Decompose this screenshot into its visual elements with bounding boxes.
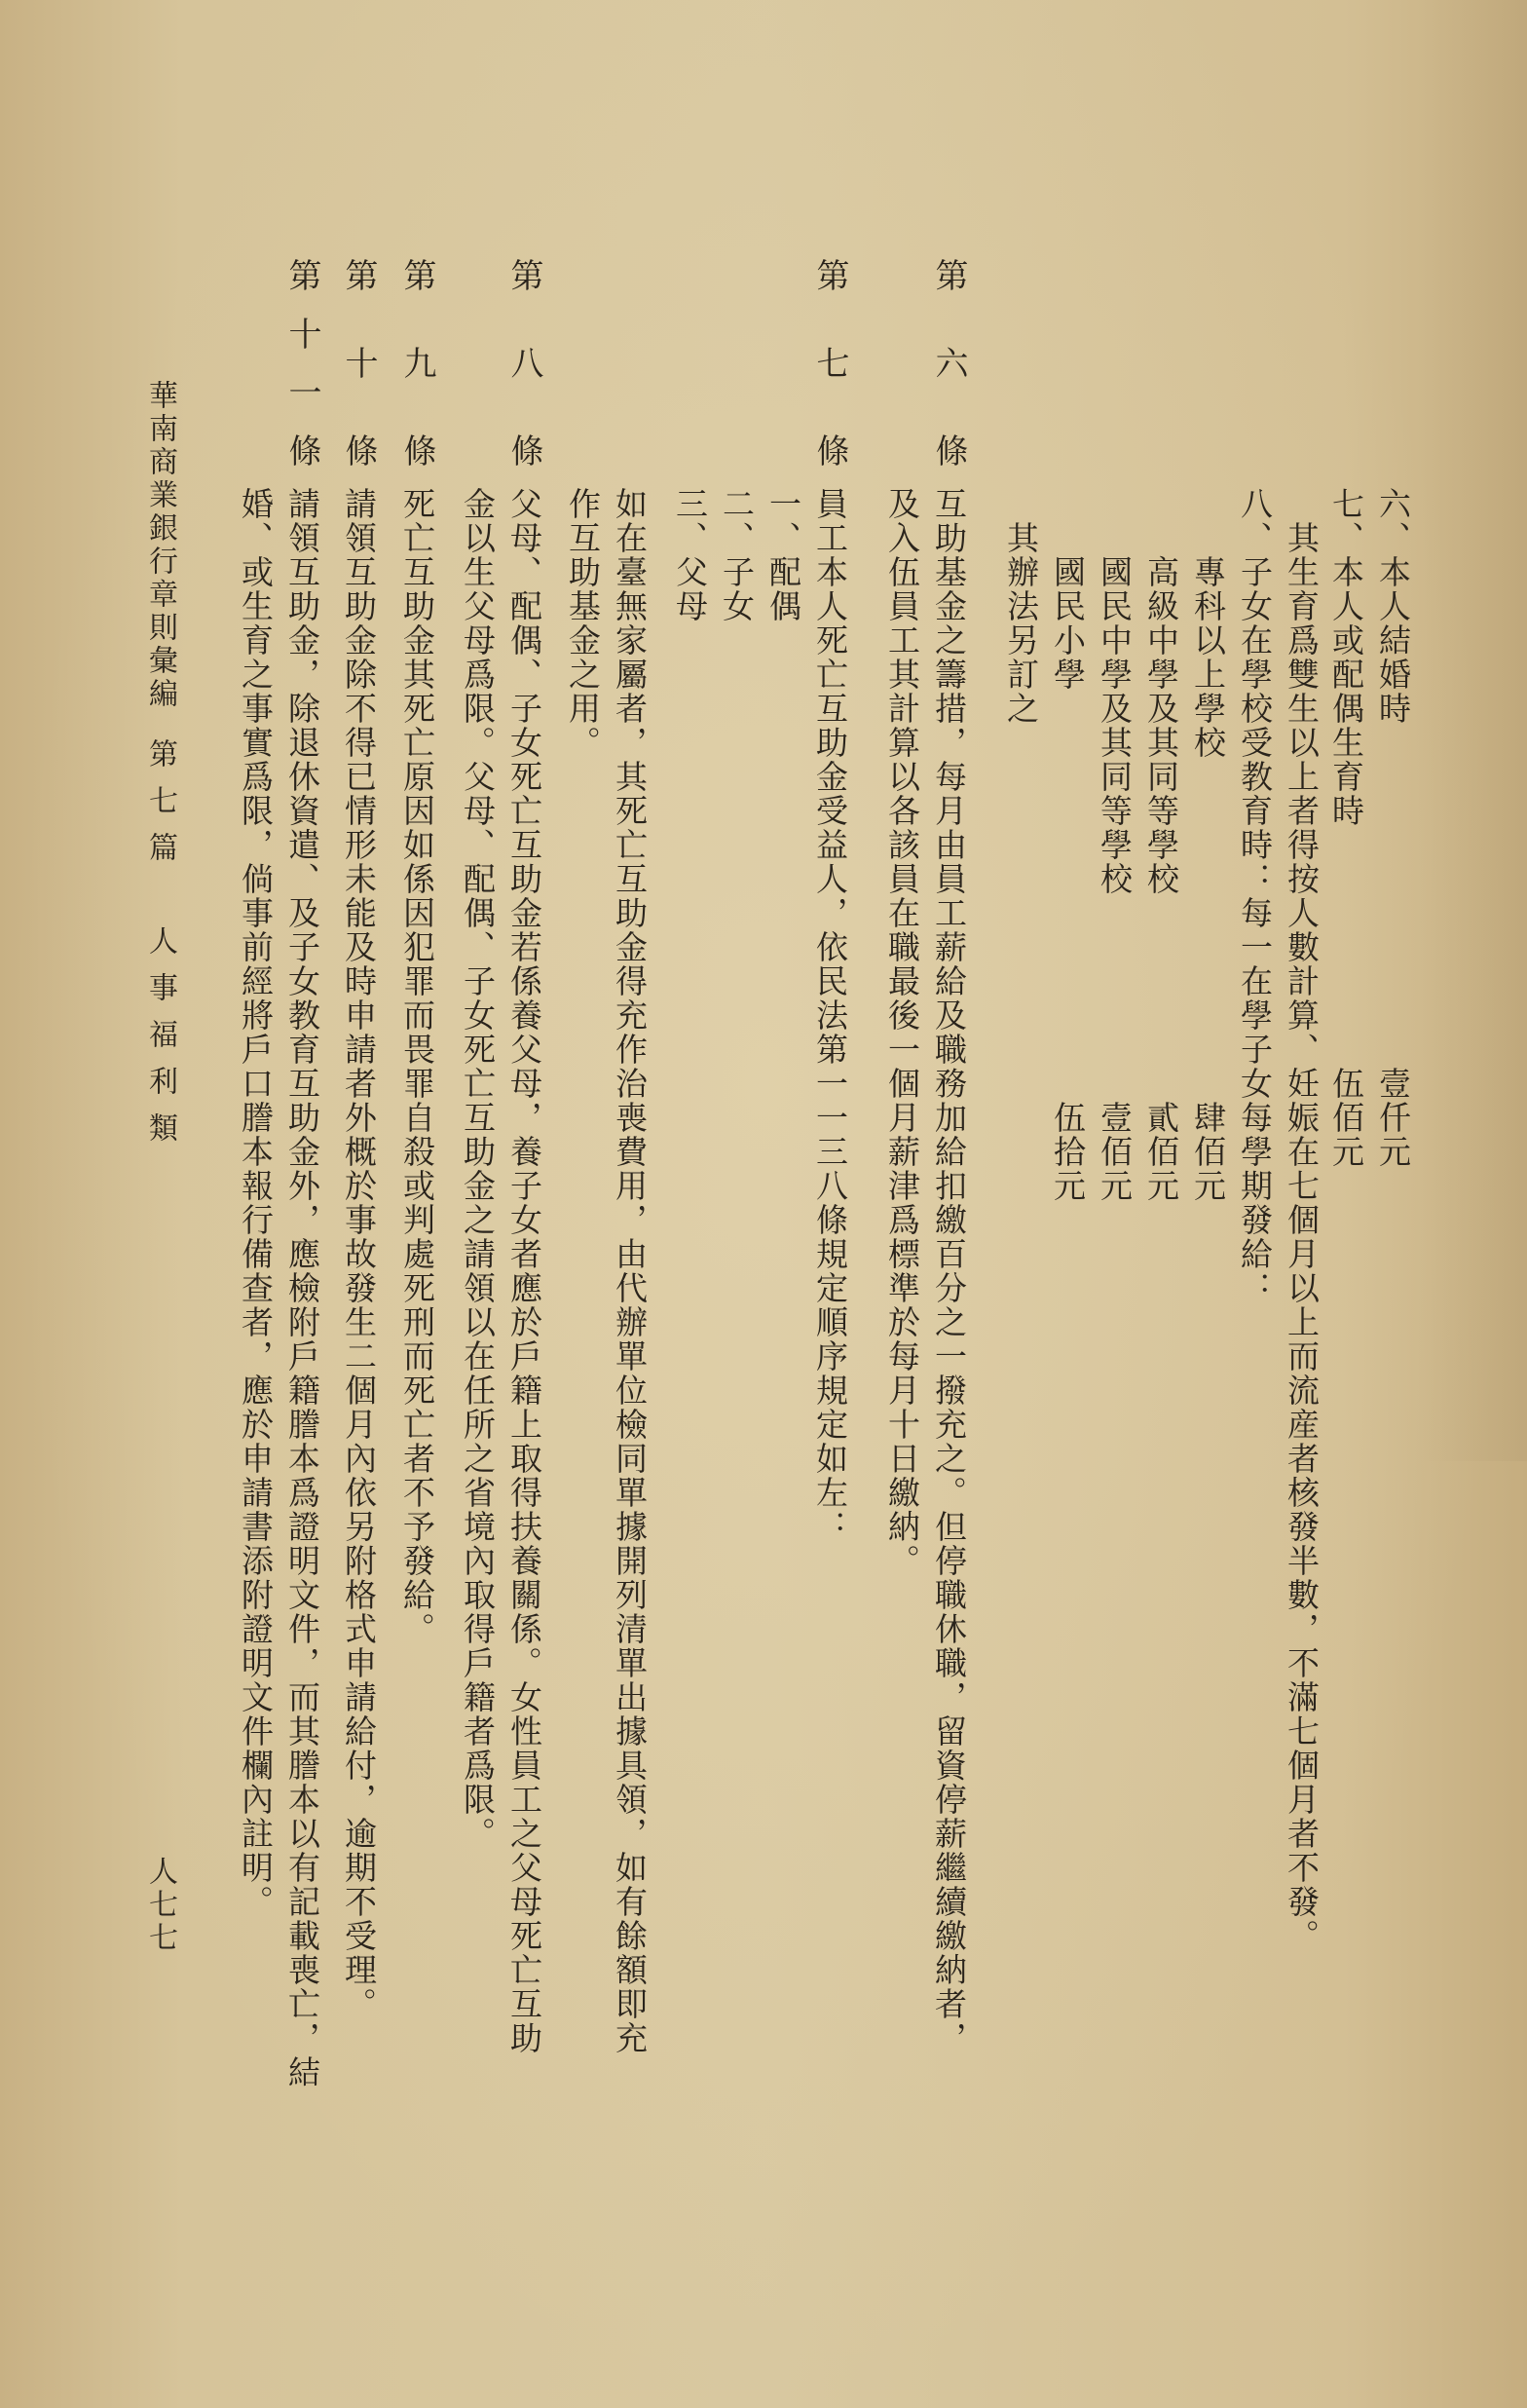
article-6-heading: 第六條 bbox=[929, 258, 968, 521]
article-7-item: 一、配偶 bbox=[764, 487, 802, 623]
article-10-heading: 第十條 bbox=[339, 258, 378, 521]
article-11-heading: 第十一條 bbox=[282, 258, 321, 492]
item-line: 六、本人結婚時 壹仟元 bbox=[1374, 487, 1412, 1169]
article-8-heading: 第八條 bbox=[504, 258, 543, 521]
article-10-line: 請領互助金除不得已情形未能及時申請者外概於事故發生二個月內依另附格式申請給付，逾期不受理。 bbox=[340, 487, 378, 2021]
article-7-item: 三、父母 bbox=[671, 487, 709, 623]
article-6-line: 及入伍員工其計算以各該員在職最後一個月薪津爲標準於每月十日繳納。 bbox=[883, 487, 921, 1578]
item-line: 國民中學及其同等學校 壹佰元 bbox=[1096, 487, 1134, 1203]
item-line: 其生育爲雙生以上者得按人數計算、妊娠在七個月以上而流産者核發半數，不滿七個月者不發。 bbox=[1283, 487, 1321, 1953]
page-number: 人七七 bbox=[143, 1856, 177, 1955]
article-9-line: 死亡互助金其死亡原因如係因犯罪而畏罪自殺或判處死刑而死亡者不予發給。 bbox=[398, 487, 436, 1646]
article-7-item: 二、子女 bbox=[718, 487, 756, 623]
item-line: 七、本人或配偶生育時 伍佰元 bbox=[1327, 487, 1365, 1169]
article-7-heading: 第七條 bbox=[810, 258, 849, 521]
article-11-line: 請領互助金，除退休資遣、及子女教育互助金外，應檢附戶籍謄本爲證明文件，而其謄本以有記載喪亡，結 bbox=[283, 487, 321, 2089]
article-6-line: 互助基金之籌措，每月由員工薪給及職務加給扣繳百分之一撥充之。但停職休職，留資停薪繼續繳納者， bbox=[930, 487, 968, 2055]
article-8-line: 父母、配偶、子女死亡互助金若係養父母，養子女者應於戶籍上取得扶養關係。女性員工之父母死亡互助 bbox=[505, 487, 543, 2055]
item-line: 國民小學 伍拾元 bbox=[1049, 487, 1087, 1203]
item-line: 八、子女在學校受教育時：每一在學子女每學期發給： bbox=[1236, 487, 1274, 1305]
article-9-heading: 第九條 bbox=[397, 258, 436, 521]
article-7-line: 作互助基金之用。 bbox=[564, 487, 602, 760]
section-title: 第七篇 人事福利類 bbox=[143, 738, 177, 1159]
article-7-line: 員工本人死亡互助金受益人，依民法第一一三八條規定順序規定如左： bbox=[811, 487, 849, 1544]
running-footer bbox=[142, 380, 177, 1159]
bleed-through-shadow bbox=[1420, 0, 1527, 1461]
article-8-line: 金以生父母爲限。父母、配偶、子女死亡互助金之請領以在任所之省境內取得戶籍者爲限。 bbox=[459, 487, 497, 1851]
book-title: 華南商業銀行章則彙編 bbox=[143, 380, 177, 711]
item-line: 其辦法另訂之 bbox=[1002, 487, 1040, 726]
item-line: 高級中學及其同等學校 貳佰元 bbox=[1142, 487, 1180, 1203]
item-line: 專科以上學校 肆佰元 bbox=[1189, 487, 1227, 1203]
article-11-line: 婚、或生育之事實爲限，倘事前經將戶口謄本報行備查者，應於申請書添附證明文件欄內註明。 bbox=[237, 487, 275, 1919]
article-7-line: 如在臺無家屬者，其死亡互助金得充作治喪費用，由代辦單位檢同單據開列清單出據具領，如有餘額即充 bbox=[611, 487, 649, 2055]
